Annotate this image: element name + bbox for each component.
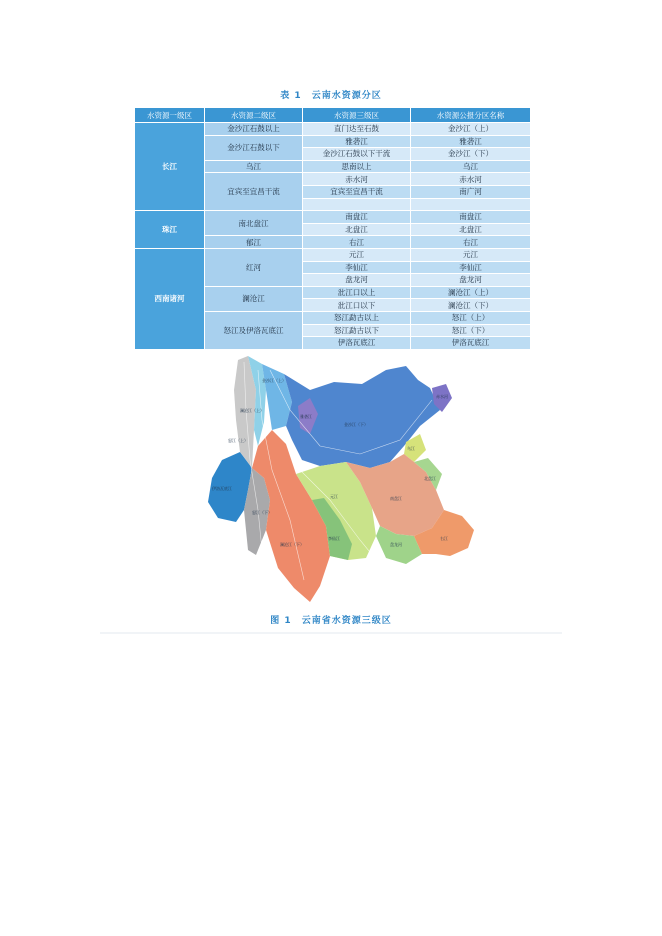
level4-cell: 怒江（上）: [411, 311, 531, 324]
level2-cell: 怒江及伊洛瓦底江: [205, 311, 303, 349]
table-row: [135, 123, 531, 136]
map-label: 雅砻江: [300, 414, 312, 419]
level1-cell: 珠江: [135, 211, 205, 249]
map-label: 金沙江（上）: [262, 378, 286, 383]
map-label: 乌江: [407, 446, 415, 451]
header-level1: 水资源一级区: [135, 108, 205, 123]
table-title: 表 1 云南水资源分区: [280, 91, 382, 101]
level3-cell: 元江: [303, 248, 411, 261]
level4-cell: 盘龙河: [411, 274, 531, 287]
table-header-row: [135, 108, 531, 123]
level4-cell: 伊洛瓦底江: [411, 337, 531, 350]
map-label: 怒江（上）: [228, 438, 248, 443]
water-resource-table: [134, 107, 531, 350]
level4-cell: 赤水河: [411, 173, 531, 186]
level3-cell: 思南以上: [303, 160, 411, 173]
map-label: 赤水河: [436, 394, 448, 399]
level3-cell: 赤水河: [303, 173, 411, 186]
level3-cell: 李仙江: [303, 261, 411, 274]
level2-cell: 宜宾至宜昌干流: [205, 173, 303, 211]
level3-cell: 沘江口以上: [303, 286, 411, 299]
header-bulletin-name: 水资源公报分区名称: [411, 108, 531, 123]
level4-cell: 李仙江: [411, 261, 531, 274]
level3-cell: 宜宾至宜昌干流: [303, 185, 411, 198]
level3-cell: 直门达至石鼓: [303, 123, 411, 136]
level4-cell: 元江: [411, 248, 531, 261]
level2-cell: 郁江: [205, 236, 303, 249]
table-row: [135, 248, 531, 261]
level3-cell: 北盘江: [303, 223, 411, 236]
level4-cell: 北盘江: [411, 223, 531, 236]
level4-cell: 乌江: [411, 160, 531, 173]
level2-cell: 乌江: [205, 160, 303, 173]
level4-cell: [411, 198, 531, 211]
level4-cell: 澜沧江（下）: [411, 299, 531, 312]
level3-cell: 怒江勐古以上: [303, 311, 411, 324]
level2-cell: 南北盘江: [205, 211, 303, 236]
level3-cell: 雅砻江: [303, 135, 411, 148]
level3-cell: 南盘江: [303, 211, 411, 224]
level4-cell: 怒江（下）: [411, 324, 531, 337]
level2-cell: 金沙江石鼓以上: [205, 123, 303, 136]
level3-cell: 沘江口以下: [303, 299, 411, 312]
level3-cell: [303, 198, 411, 211]
divider: [100, 632, 562, 634]
map-label: 澜沧江（上）: [240, 408, 264, 413]
map-label: 北盘江: [424, 476, 436, 481]
level1-cell: 西南诸河: [135, 248, 205, 349]
map-label: 伊洛瓦底江: [212, 486, 232, 491]
level1-cell: 长江: [135, 123, 205, 211]
level2-cell: 澜沧江: [205, 286, 303, 311]
map-label: 澜沧江（下）: [280, 542, 304, 547]
header-level3: 水资源三级区: [303, 108, 411, 123]
map-label: 李仙江: [328, 536, 340, 541]
figure-title: 图 1 云南省水资源三级区: [270, 616, 392, 626]
map-label: 右江: [440, 536, 448, 541]
map-label: 元江: [330, 494, 338, 499]
level4-cell: 南盘江: [411, 211, 531, 224]
level4-cell: 金沙江（下）: [411, 148, 531, 161]
level4-cell: 南广河: [411, 185, 531, 198]
level3-cell: 金沙江石鼓以下干流: [303, 148, 411, 161]
level3-cell: 伊洛瓦底江: [303, 337, 411, 350]
level2-cell: 红河: [205, 248, 303, 286]
level4-cell: 雅砻江: [411, 135, 531, 148]
table-row: [135, 211, 531, 224]
level2-cell: 金沙江石鼓以下: [205, 135, 303, 160]
yunnan-water-zones-map: [200, 350, 485, 610]
level3-cell: 怒江勐古以下: [303, 324, 411, 337]
map-label: 盘龙河: [390, 542, 402, 547]
map-label: 南盘江: [390, 496, 402, 501]
level3-cell: 右江: [303, 236, 411, 249]
map-label: 怒江（下）: [252, 510, 272, 515]
map-label: 金沙江（下）: [344, 422, 368, 427]
level4-cell: 金沙江（上）: [411, 123, 531, 136]
level4-cell: 右江: [411, 236, 531, 249]
header-level2: 水资源二级区: [205, 108, 303, 123]
level4-cell: 澜沧江（上）: [411, 286, 531, 299]
level3-cell: 盘龙河: [303, 274, 411, 287]
